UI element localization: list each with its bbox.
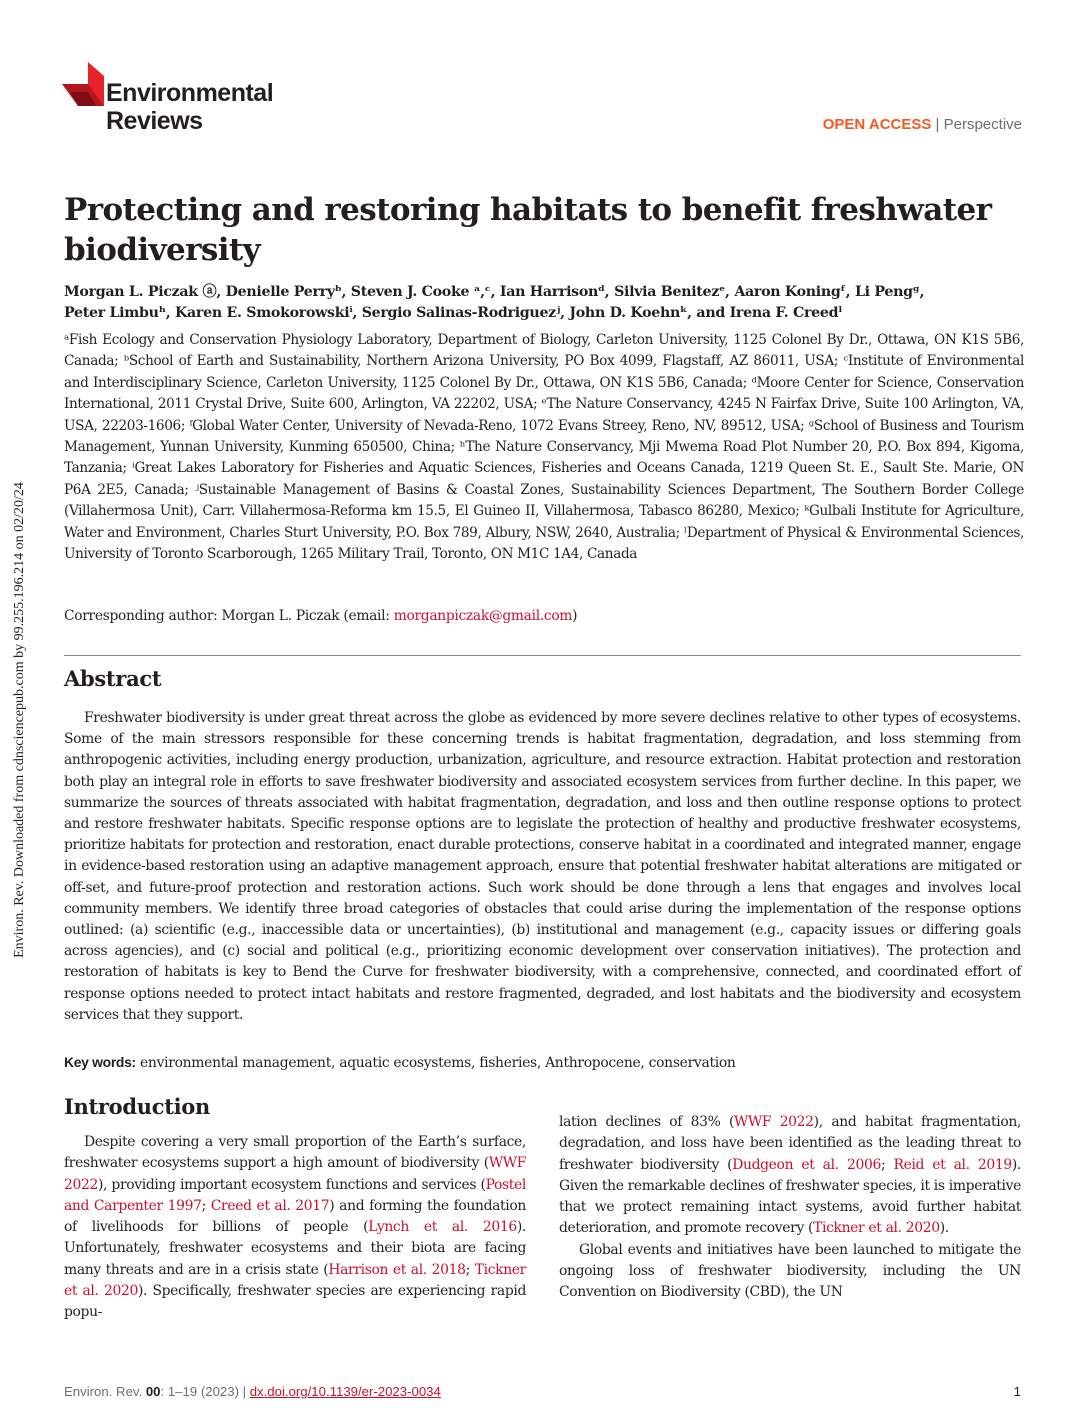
journal-name-line2: Reviews [106, 107, 203, 135]
corresponding-suffix: ) [572, 608, 578, 624]
citation-link[interactable]: Harrison et al. 2018 [328, 1261, 466, 1278]
intro-paragraph-1 [64, 1132, 526, 1324]
journal-logo [62, 62, 302, 138]
journal-logo-icon [62, 62, 106, 106]
body-text: ). Specifically, freshwater species are experiencing rapid popu- [64, 1283, 526, 1321]
citation-link[interactable]: Tickner et al. 2020 [64, 1261, 526, 1300]
citation-link[interactable]: Dudgeon et al. 2006 [732, 1156, 881, 1173]
intro-paragraph-2: Global events and initiatives have been launched to mitigate the ongoing loss of freshwater biodiversity, including the UN Convention on Biodiversity (CBD), the UN [559, 1241, 1021, 1301]
abstract-heading: Abstract [64, 666, 162, 691]
body-text: ; [465, 1261, 475, 1278]
citation-link[interactable]: Postel and Carpenter 1997 [64, 1176, 526, 1214]
body-text: ). [939, 1220, 949, 1237]
body-text: ; [880, 1156, 894, 1173]
article-access-label [823, 116, 1022, 133]
author-email-link[interactable]: morganpiczak@gmail.com [393, 608, 573, 624]
doi-link[interactable]: dx.doi.org/10.1139/er-2023-0034 [249, 1384, 441, 1399]
article-type: Perspective [943, 116, 1022, 133]
citation-link[interactable]: Reid et al. 2019 [893, 1156, 1012, 1173]
footer-citation: Environ. Rev. [64, 1384, 146, 1399]
article-title: Protecting and restoring habitats to benefit freshwater biodiversity [64, 192, 992, 268]
page-number: 1 [1013, 1384, 1021, 1399]
access-separator: | [935, 116, 940, 133]
corresponding-author [64, 606, 1024, 627]
body-text: ; [201, 1197, 211, 1214]
section-divider [64, 655, 1021, 656]
footer-volume: 00 [145, 1384, 161, 1399]
footer-pages: : 1–19 (2023) | [160, 1384, 250, 1399]
download-stamp-text: Environ. Rev. Downloaded from cdnsciencepub.com by 99.255.196.214 on 02/20/24 [12, 482, 27, 958]
body-text: ), and habitat fragmentation, degradation, and loss have been identified as the leading threat to freshwater biodiversity ( [559, 1114, 1021, 1173]
corresponding-prefix: Corresponding author: Morgan L. Piczak (email: [64, 608, 394, 624]
citation-link[interactable]: Creed et al. 2017 [210, 1197, 330, 1214]
open-access-label: OPEN ACCESS [822, 116, 932, 133]
body-text: ). Given the remarkable declines of freshwater species, it is imperative that we protect remaining intact systems, avoid further habitat deterioration, and promote recovery ( [559, 1156, 1021, 1237]
keywords [64, 1052, 1021, 1074]
citation-link[interactable]: Tickner et al. 2020 [813, 1220, 940, 1237]
citation-link[interactable]: WWF 2022 [64, 1155, 526, 1193]
body-text: ) and forming the foundation of livelihoods for billions of people ( [64, 1197, 526, 1236]
intro-paragraph-1-cont [559, 1112, 1021, 1240]
body-text: Despite covering a very small proportion of the Earth’s surface, freshwater ecosystems support a high amount of biodiversity ( [64, 1134, 526, 1172]
affiliations: ᵃFish Ecology and Conservation Physiology Laboratory, Department of Biology, Carleton University, 1125 Colonel By Dr., Ottawa, ON K1S 5B6, Canada; ᵇSchool of Earth and Sustainability, Northern Arizona University, PO Box 4099, Flagstaff, AZ 86011, USA; ᶜInstitute of Environmental and Interdisciplinary Science, Carleton University, 1125 Colonel By Dr., Ottawa, ON K1S 5B6, Canada; ᵈMoore Center for Science, Conservation International, 2011 Crystal Drive, Suite 600, Arlington, VA 22202, USA; ᵉThe Nature Conservancy, 4245 N Fairfax Drive, Suite 100 Arlington, VA, USA, 22203-1606; ᶠGlobal Water Center, University of Nevada-Reno, 1072 Evans Streey, Reno, NV, 89512, USA; ᵍSchool of Business and Tourism Management, Yunnan University, Kunming 650500, China; ʰThe Nature Conservancy, Mji Mwema Road Plot Number 20, P.O. Box 894, Kigoma, Tanzania; ⁱGreat Lakes Laboratory for Fisheries and Aquatic Sciences, Fisheries and Oceans Canada, 1219 Queen St. E., Sault Ste. Marie, ON P6A 2E5, Canada; ʲSustainable Management of Basins & Coastal Zones, Sustainability Sciences Department, The Southern Border College (Villahermosa Unit), Carr. Villahermosa-Reforma km 15.5, El Guineo II, Villahermosa, Tabasco 86280, Mexico; ᵏGulbali Institute for Agriculture, Water and Environment, Charles Sturt University, P.O. Box 789, Albury, NSW, 2640, Australia; ˡDepartment of Physical & Environmental Sciences, University of Toronto Scarborough, 1265 Military Trail, Toronto, ON M1C 1A4, Canada [64, 332, 1024, 563]
citation-link[interactable]: WWF 2022 [734, 1114, 814, 1130]
page-footer [64, 1384, 1021, 1399]
author-line-2: Peter Limbuʰ, Karen E. Smokorowskiⁱ, Sergio Salinas-Rodriguezʲ, John D. Koehnᵏ, and Irena F. Creedˡ [64, 305, 843, 321]
intro-column-right [559, 1112, 1021, 1304]
keywords-label: Key words: [64, 1054, 136, 1070]
citation-link[interactable]: Lynch et al. 2016 [368, 1219, 517, 1236]
introduction-heading: Introduction [64, 1094, 210, 1119]
intro-column-left [64, 1132, 526, 1324]
author-line-1: Morgan L. Piczak ⓐ, Denielle Perryᵇ, Steven J. Cooke ᵃ,ᶜ, Ian Harrisonᵈ, Silvia Benitezᵉ, Aaron Koningᶠ, Li Pengᵍ, [64, 284, 925, 300]
journal-name-line1: Environmental [106, 79, 274, 107]
author-list [64, 282, 1024, 324]
body-text: ), providing important ecosystem functions and services ( [97, 1176, 486, 1193]
keywords-list: environmental management, aquatic ecosystems, fisheries, Anthropocene, conservation [140, 1055, 736, 1071]
abstract-text: Freshwater biodiversity is under great threat across the globe as evidenced by more severe declines relative to other types of ecosystems. Some of the main stressors responsible for these concerning trends is habitat fragmentation, degradation, and loss stemming from anthropogenic activities, including energy production, urbanization, agriculture, and resource extraction. Habitat protection and restoration both play an integral role in efforts to save freshwater biodiversity and associated ecosystem services from further decline. In this paper, we summarize the sources of threats associated with habitat fragmentation, degradation, and loss and then outline response options to protect and restore freshwater habitats. Specific response options are to legislate the protection of healthy and productive freshwater ecosystems, prioritize habitats for protection and restoration, enact durable protections, conserve habitat in a coordinated and integrated manner, engage in evidence-based restoration using an adaptive management approach, ensure that potential freshwater habitat alterations are mitigated or off-set, and future-proof protection and restoration actions. Such work should be done through a lens that engages and involves local community members. We identify three broad categories of obstacles that could arise during the implementation of the response options outlined: (a) scientific (e.g., inaccessible data or uncertainties), (b) institutional and management (e.g., capacity issues or differing goals across agencies), and (c) social and political (e.g., prioritizing economic development over conservation initiatives). The protection and restoration of habitats is key to Bend the Curve for freshwater biodiversity, with a comprehensive, connected, and coordinated effort of response options needed to protect intact habitats and restore fragmented, degraded, and lost habitats and the biodiversity and ecosystem services that they support. [64, 710, 1021, 1023]
download-stamp [4, 0, 36, 1408]
body-text: lation declines of 83% ( [559, 1114, 735, 1130]
body-text: ). Unfortunately, freshwater ecosystems and their biota are facing many threats and are in a crisis state ( [64, 1219, 526, 1278]
